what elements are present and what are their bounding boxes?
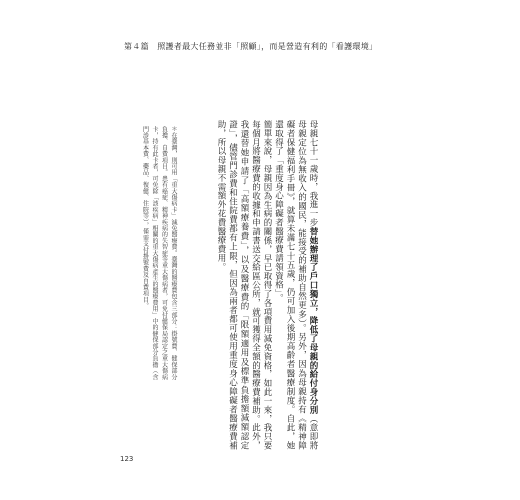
paragraph-2: 簡單來說，母親因為生病的關係，早已取得了各項費用減免資格，如此一來，我只要每個月將醫療費的收據和申請書送交給區公所，就可獲得全額的醫療費補助。此外，我還替她申請了「高額療養費」，以及醫療費的「限額適用及標準負擔額減額認定證」，儘管門診費和住院費都有上限，但因為兩者都可使用重度身心障礙者醫療費補助，所以母親不需額外花費醫療費用。 [216, 120, 272, 450]
paragraph-1-intro: 母親七十一歲時，我進一步 [308, 120, 318, 228]
main-body-text [213, 120, 318, 450]
chapter-header: 第４篇 照護者最大任務並非「照顧」，而是營造有利的「看護環境」 [124, 42, 378, 51]
footnote [130, 126, 178, 386]
paragraph-1-rest: （意即將母親定位為無收入的國民，能接受的補助自然更多）。另外，因為母親持有《精神障礙者保健福利手冊》，就算未滿七十五歲，仍可加入後期高齡者醫療制度。自此，她還取得了「重度身心障礙者醫療費請領資格」。 [273, 120, 318, 450]
footnote-text: ＊在臺灣，則可用「重大傷病卡」減免醫療費。臺灣的醫療費包含三部分：掛號費、健保部分負擔、自費項目。患有癌症、精神疾病的失智症等重大傷病者，可免付健保局認定之重大傷病卡，持有此卡者，可免除「該疾病」相關的重大傷病產生的醫療費用」中的健保部分負擔（含門診基本費、藥品、復健、住院等），僅需支付掛號費及自費項目。 [141, 126, 177, 381]
page-number: 123 [120, 455, 134, 463]
paragraph-1-bold: 替她辦理了戶口獨立，降低了母親的給付身分別 [308, 227, 318, 415]
paragraph-1 [272, 120, 318, 450]
